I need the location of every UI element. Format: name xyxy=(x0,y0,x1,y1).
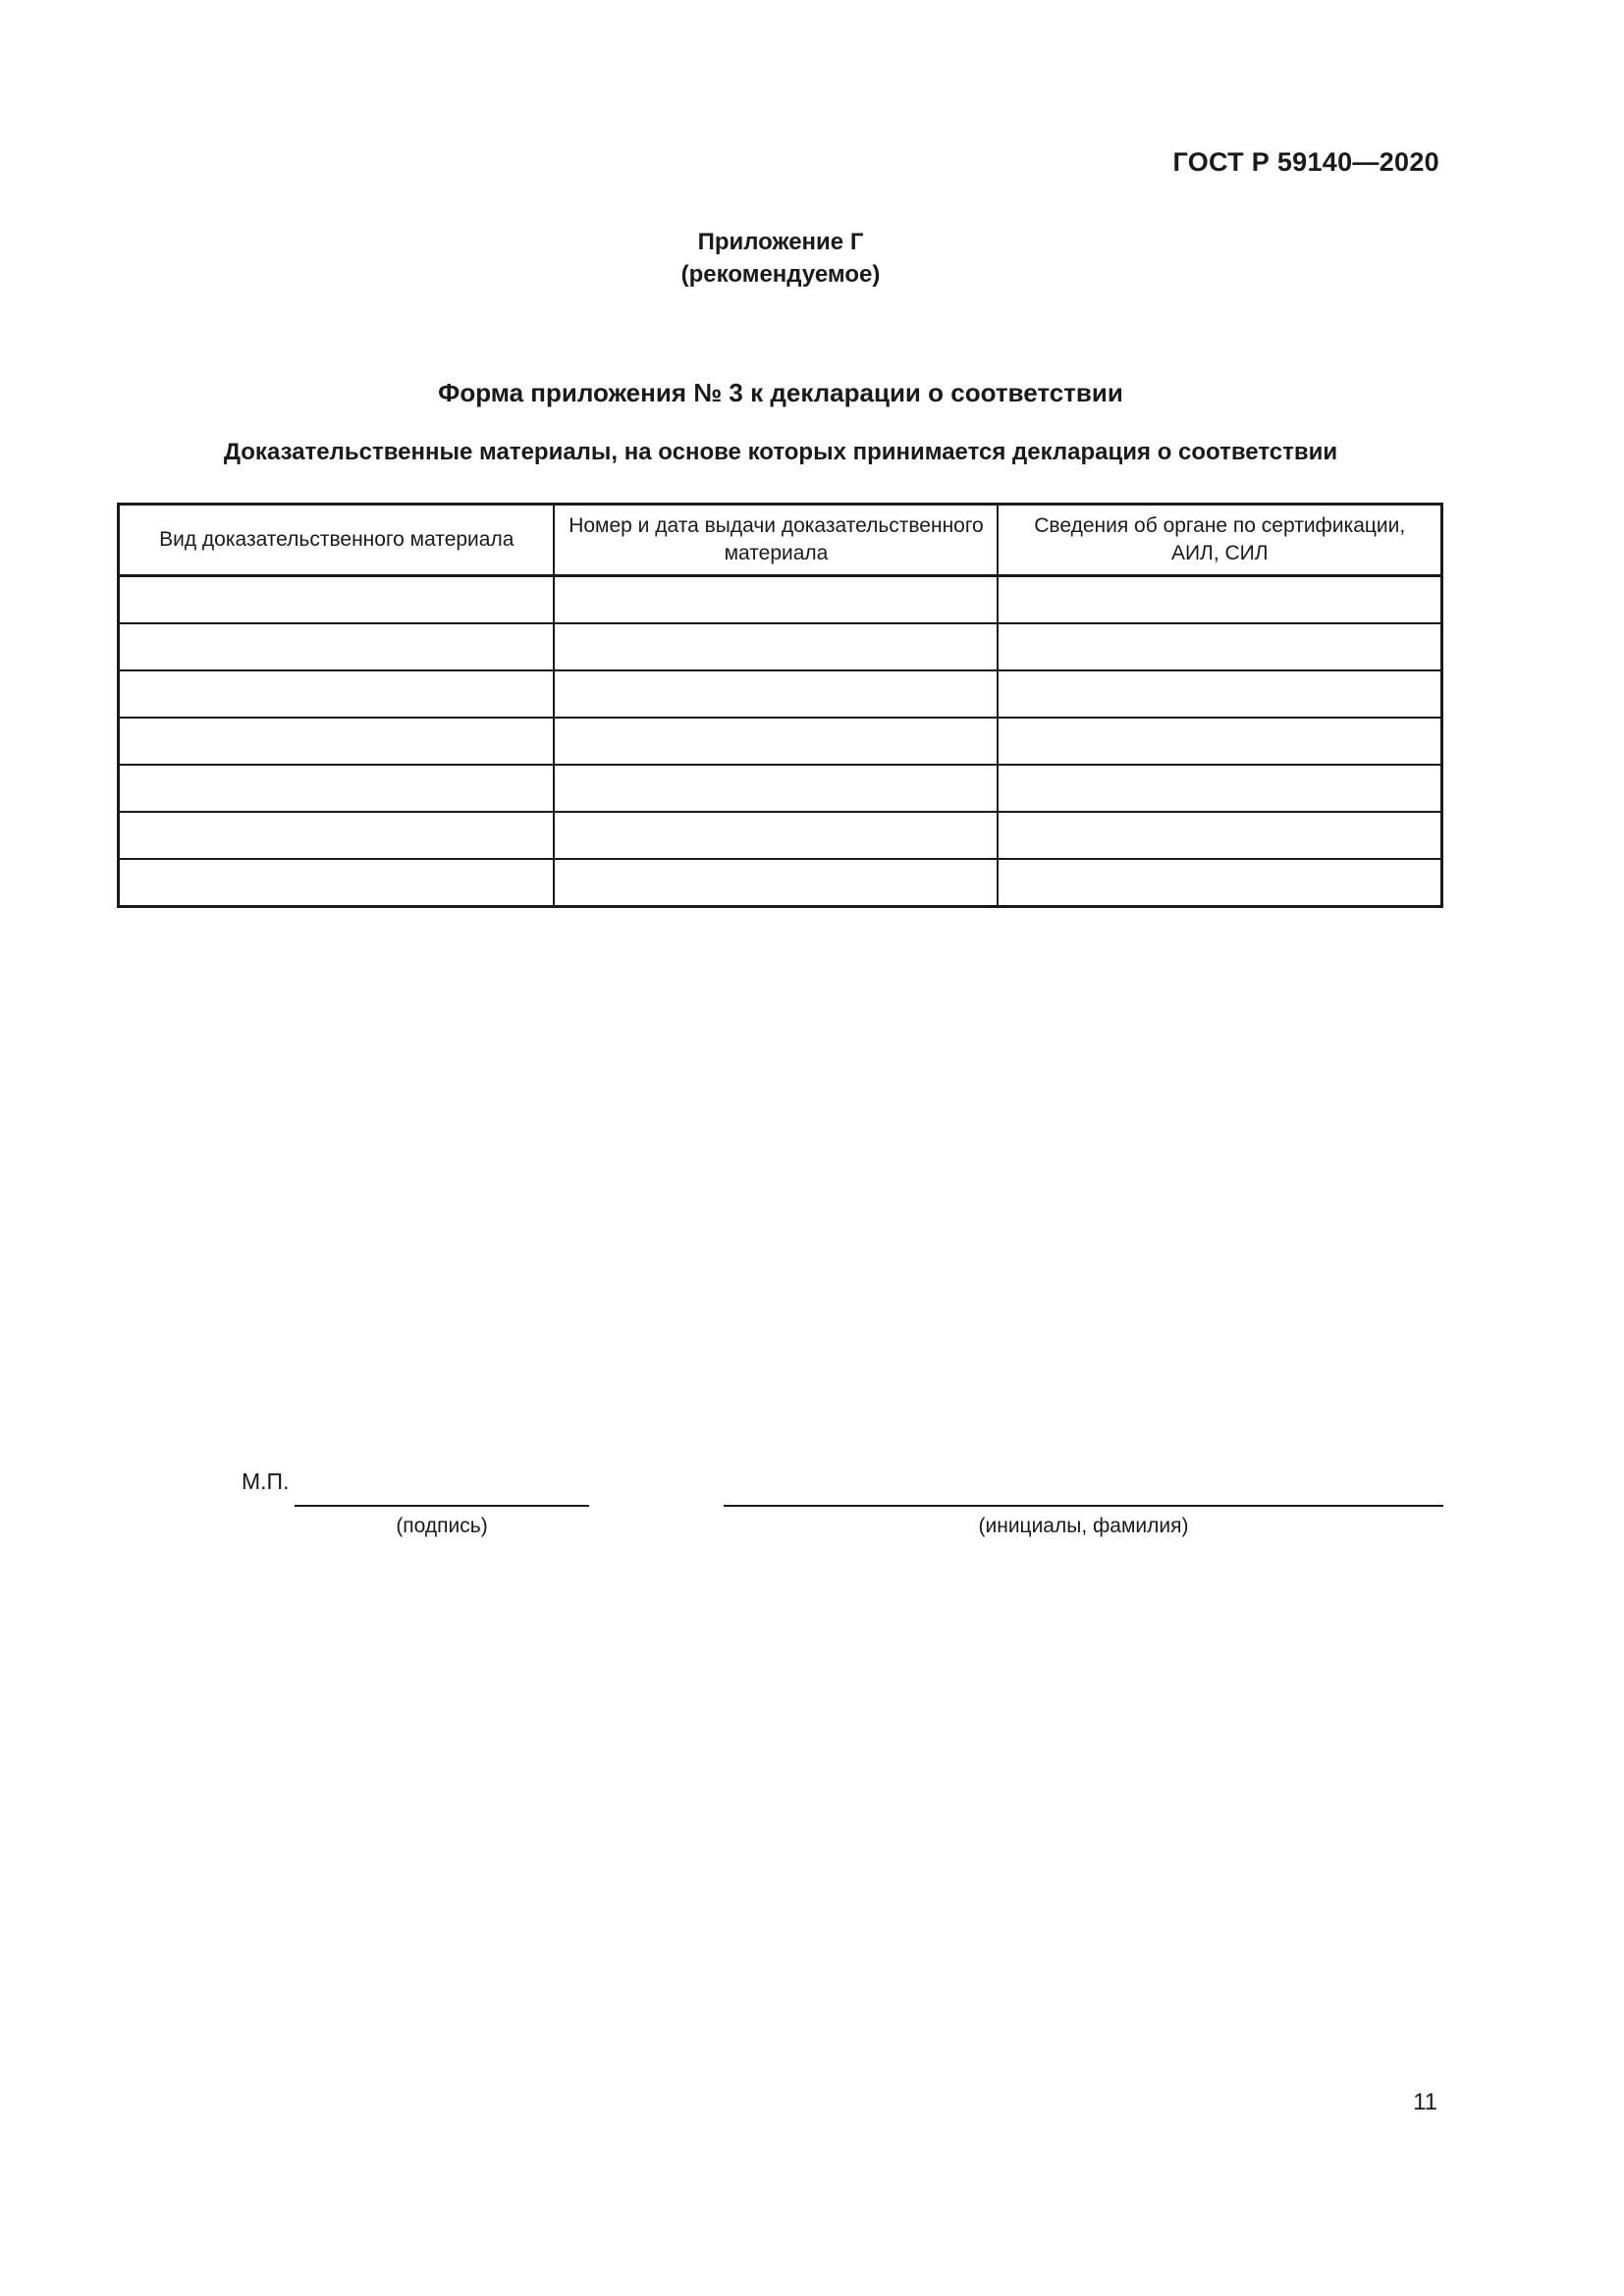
table-cell[interactable] xyxy=(998,576,1441,624)
table-cell[interactable] xyxy=(119,623,555,670)
table-cell[interactable] xyxy=(998,623,1441,670)
evidence-table xyxy=(117,503,1443,908)
table-cell[interactable] xyxy=(554,812,998,859)
stamp-label: М.П. xyxy=(242,1468,290,1494)
table-cell[interactable] xyxy=(119,576,555,624)
table-row xyxy=(119,859,1442,907)
table-row xyxy=(119,670,1442,718)
annex-heading xyxy=(0,226,1561,291)
signature-line[interactable] xyxy=(295,1505,589,1507)
name-line[interactable] xyxy=(724,1505,1443,1507)
annex-title: Приложение Г xyxy=(697,229,864,255)
table-cell[interactable] xyxy=(119,859,555,907)
table-cell[interactable] xyxy=(998,670,1441,718)
table-cell[interactable] xyxy=(554,718,998,765)
table-header-row xyxy=(119,505,1442,576)
table-row xyxy=(119,812,1442,859)
table-row xyxy=(119,765,1442,812)
table-cell[interactable] xyxy=(998,718,1441,765)
page-number: 11 xyxy=(1413,2089,1437,2115)
standard-code: ГОСТ Р 59140—2020 xyxy=(1172,147,1439,177)
table-cell[interactable] xyxy=(554,765,998,812)
table-cell[interactable] xyxy=(554,623,998,670)
table-cell[interactable] xyxy=(119,718,555,765)
table-cell[interactable] xyxy=(119,670,555,718)
table-row xyxy=(119,623,1442,670)
table-cell[interactable] xyxy=(998,765,1441,812)
signature-caption: (подпись) xyxy=(396,1515,488,1537)
table-cell[interactable] xyxy=(554,859,998,907)
table-caption: Доказательственные материалы, на основе которых принимается декларация о соответствии xyxy=(223,439,1338,465)
table-cell[interactable] xyxy=(554,576,998,624)
table-row xyxy=(119,576,1442,624)
table-cell[interactable] xyxy=(119,765,555,812)
annex-status: (рекомендуемое) xyxy=(680,261,881,288)
column-header-evidence-type: Вид доказательственного материала xyxy=(119,505,555,576)
table-cell[interactable] xyxy=(998,859,1441,907)
table-cell[interactable] xyxy=(119,812,555,859)
table-cell[interactable] xyxy=(554,670,998,718)
signature-block xyxy=(0,1463,1624,1541)
name-caption: (инициалы, фамилия) xyxy=(978,1515,1189,1537)
form-title: Форма приложения № 3 к декларации о соответствии xyxy=(438,378,1123,407)
column-header-certification-body: Сведения об органе по сертификации, АИЛ, СИЛ xyxy=(998,505,1441,576)
table-cell[interactable] xyxy=(998,812,1441,859)
table-row xyxy=(119,718,1442,765)
column-header-number-date: Номер и дата выдачи доказательственного материала xyxy=(554,505,998,576)
